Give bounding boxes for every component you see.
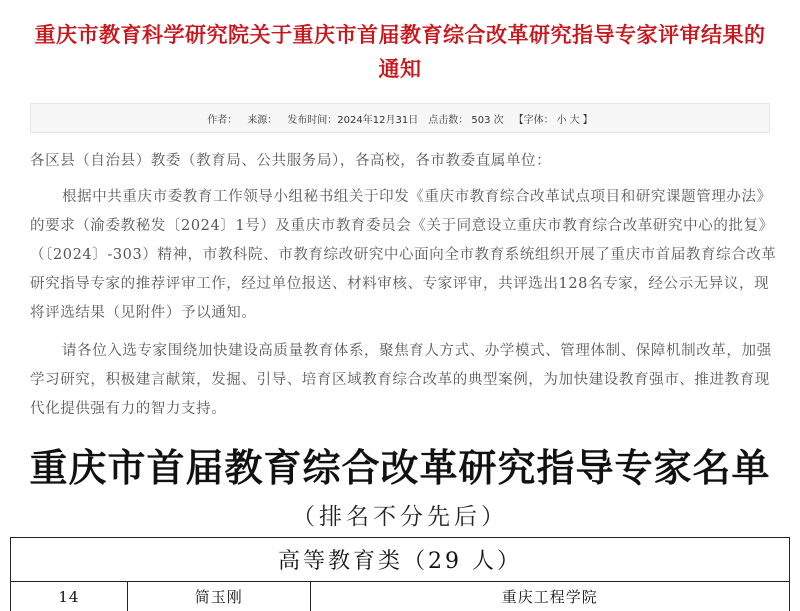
font-large-link[interactable]: 大 — [569, 114, 580, 126]
body-paragraph-2: 请各位入选专家围绕加快建设高质量教育体系，聚焦育人方式、办学模式、管理体制、保障机制改革，加强学习研究，积极建言献策，发掘、引导、培育区域教育综合改革的典型案例，为加快建设教育强市、推进教育现代化提供强有力的智力支持。 — [30, 343, 772, 417]
body-paragraph-1: 根据中共重庆市委教育工作领导小组秘书组关于印发《重庆市教育综合改革试点项目和研究课题管理办法》的要求（渝委教秘发〔2024〕1号）及重庆市教育委员会《关于同意设立重庆市教育综合改革研究中心的批复》（〔2024〕-303）精神，市教科院、市教育综改研究中心面向全市教育系统组织开展了重庆市首届教育综合改革研究指导专家的推荐评审工作，经过单位报送、材料审核、专家评审，共评选出128名专家，经公示无异议，现将评选结果（见附件）予以通知。 — [30, 189, 777, 321]
article-title-line-1: 重庆市教育科学研究院关于重庆市首届教育综合改革研究指导专家评审结果的 — [34, 23, 766, 47]
expert-number: 14 — [11, 582, 128, 611]
table-row — [11, 582, 790, 611]
expert-list-subtitle: （排名不分先后） — [292, 504, 508, 530]
font-size-close: 】 — [582, 114, 593, 126]
article-meta-bar — [30, 103, 770, 133]
font-size-label: 【字体： — [513, 114, 554, 126]
font-small-link[interactable]: 小 — [556, 114, 567, 126]
author-label: 作者： — [207, 114, 238, 126]
expert-unit: 重庆工程学院 — [310, 582, 789, 611]
font-size-switcher — [514, 111, 593, 126]
publish-time: 发布时间：2024年12月31日 — [287, 114, 419, 126]
greeting-paragraph: 各区县（自治县）教委（教育局、公共服务局），各高校，各市教委直属单位： — [30, 153, 552, 169]
category-row — [11, 538, 790, 582]
expert-table — [10, 537, 790, 611]
click-count: 点击数： 503 次 — [428, 114, 504, 126]
article-title — [0, 18, 800, 86]
expert-name: 简玉刚 — [127, 582, 310, 611]
article-title-line-2: 通知 — [378, 57, 422, 81]
source-label: 来源： — [247, 114, 278, 126]
category-heading: 高等教育类（29 人） — [11, 538, 790, 582]
expert-list-title: 重庆市首届教育综合改革研究指导专家名单 — [29, 445, 771, 490]
